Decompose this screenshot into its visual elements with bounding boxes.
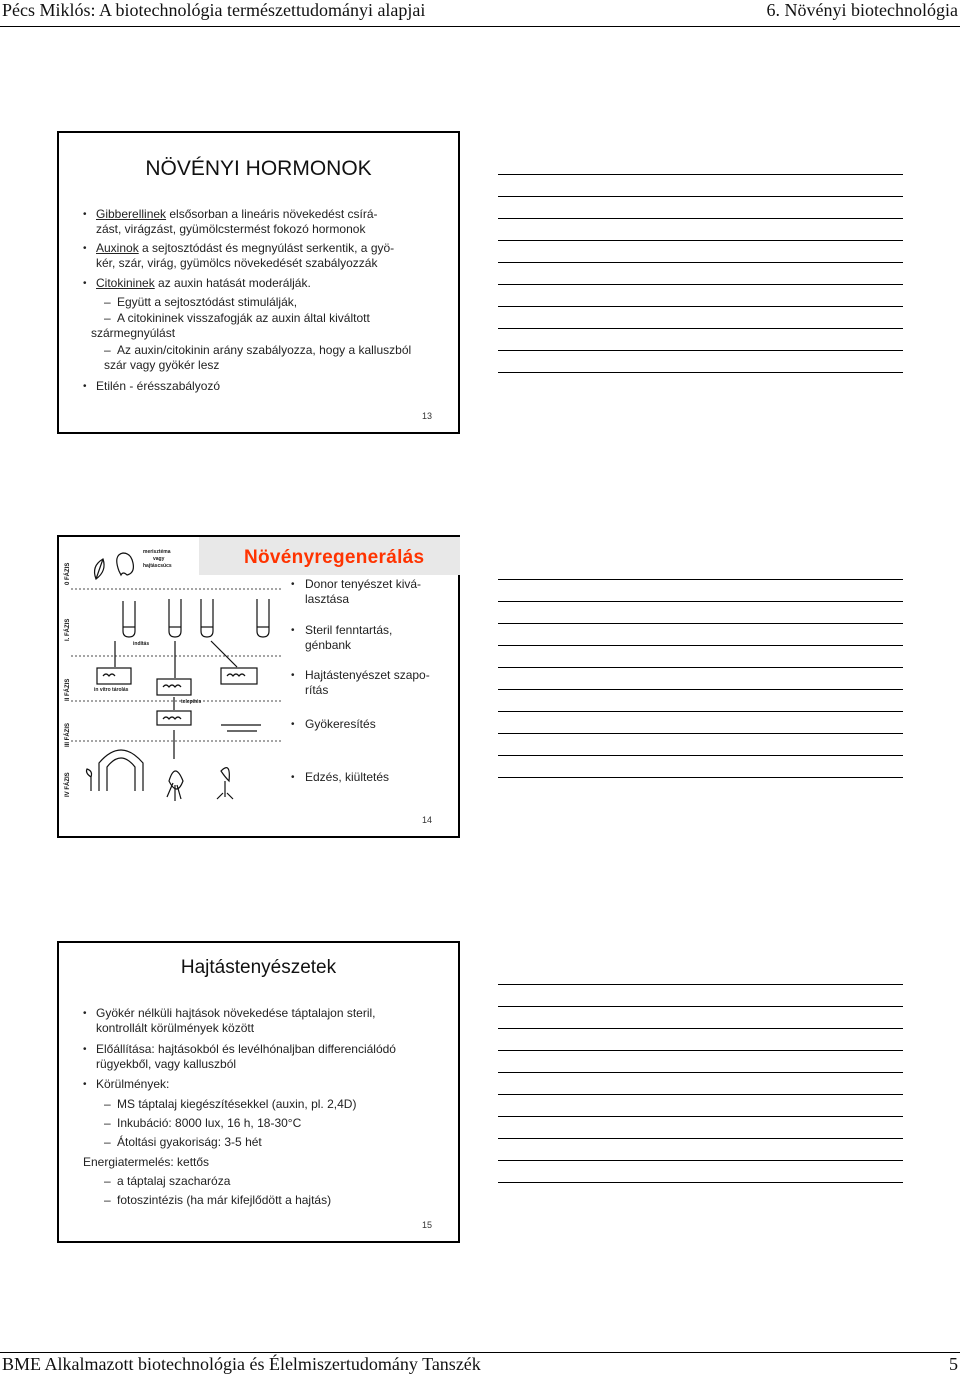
slide-title: NÖVÉNYI HORMONOK <box>145 157 372 180</box>
sub-item: – MS táptalaj kiegészítésekkel (auxin, pl. 2,4D) <box>104 1097 357 1111</box>
sub-item: – Átoltási gyakoriság: 3-5 hét <box>104 1135 262 1149</box>
footer-department: BME Alkalmazott biotechnológia és Élelmiszertudomány Tanszék <box>2 1354 481 1374</box>
bullet-auxins: • Auxinok a sejtosztódást és megnyúlást serkentik, a gyö- kér, szár, virág, gyümölcs növekedését szabályozzák <box>83 241 395 270</box>
note-line <box>498 284 903 285</box>
header-title: Pécs Miklós: A biotechnológia természettudományi alapjai <box>2 0 426 20</box>
slide-15 <box>57 941 460 1243</box>
note-line <box>498 645 903 646</box>
bullet-item: • Körülmények: <box>83 1077 170 1091</box>
footer-rule <box>0 1352 960 1353</box>
slide-title: Hajtástenyészetek <box>180 957 337 978</box>
phase-label: 0 FÁZIS <box>65 562 71 585</box>
figure-label: telepítés <box>181 699 202 705</box>
note-line <box>498 711 903 712</box>
note-line <box>498 777 903 778</box>
regeneration-figure <box>61 541 286 803</box>
note-line <box>498 1094 903 1095</box>
note-line <box>498 1182 903 1183</box>
note-line <box>498 196 903 197</box>
sub-item: – fotoszintézis (ha már kifejlődött a hajtás) <box>104 1193 332 1207</box>
figure-label: vagy <box>153 556 165 562</box>
regeneration-drawing <box>61 541 286 803</box>
note-line <box>498 667 903 668</box>
bullet-ethylene: • Etilén - érésszabályozó <box>83 379 221 393</box>
note-line <box>498 755 903 756</box>
figure-label: hajtáscsúcs <box>143 563 172 569</box>
regen-bullet: • Gyökeresítés <box>291 717 376 731</box>
note-line <box>498 1006 903 1007</box>
header-rule <box>0 26 960 27</box>
bullet-dot: • <box>83 243 87 254</box>
bullet-item: • Gyökér nélküli hajtások növekedése táptalajon steril, kontrollált körülmények között <box>83 1006 376 1035</box>
note-line <box>498 1116 903 1117</box>
slide-13 <box>57 131 460 434</box>
note-line <box>498 1160 903 1161</box>
term-auxins: Auxinok <box>96 241 139 255</box>
note-line <box>498 1138 903 1139</box>
bullet-dot: • <box>83 209 87 220</box>
sub-item: – Inkubáció: 8000 lux, 16 h, 18-30°C <box>104 1116 302 1130</box>
note-line <box>498 1028 903 1029</box>
note-line <box>498 218 903 219</box>
regen-bullet: • Donor tenyészet kivá- lasztása <box>291 577 422 606</box>
header-chapter: 6. Növényi biotechnológia <box>766 0 958 20</box>
regen-bullet: • Edzés, kiültetés <box>291 770 390 784</box>
sub-item: – a táptalaj szacharóza <box>104 1174 231 1188</box>
slide-number: 13 <box>421 411 432 421</box>
note-line <box>498 262 903 263</box>
page-header <box>0 0 960 26</box>
figure-label: merisztéma <box>143 549 171 555</box>
note-line <box>498 328 903 329</box>
slide-title: Növényregenerálás <box>244 547 425 568</box>
note-line <box>498 372 903 373</box>
figure-label: in vitro tárolás <box>94 687 129 693</box>
regen-bullet: • Hajtástenyészet szapo- rítás <box>291 668 430 697</box>
sub-item: – A citokininek visszafogják az auxin által kiváltott szármegnyúlást <box>91 311 370 340</box>
note-line <box>498 1072 903 1073</box>
phase-label: I. FÁZIS <box>65 618 71 641</box>
note-line <box>498 1050 903 1051</box>
note-line <box>498 240 903 241</box>
slide-number: 15 <box>421 1220 432 1230</box>
figure-label: indítás <box>133 641 150 647</box>
phase-label: II FÁZIS <box>65 678 71 701</box>
note-line <box>498 601 903 602</box>
slide-14 <box>57 535 460 838</box>
note-line <box>498 689 903 690</box>
bullet-item: • Előállítása: hajtásokból és levélhónaljban differenciálódó rügyekből, vagy kalluszból <box>83 1042 396 1071</box>
slide-number: 14 <box>421 815 432 825</box>
note-line <box>498 306 903 307</box>
bullet-dot: • <box>83 278 87 289</box>
bullet-cytokinins: • Citokininek az auxin hatását moderálják. <box>83 276 311 290</box>
note-line <box>498 579 903 580</box>
sub-item: – Együtt a sejtosztódást stimulálják, <box>104 295 298 309</box>
note-line <box>498 733 903 734</box>
note-line <box>498 350 903 351</box>
page-number: 5 <box>949 1354 958 1374</box>
note-line <box>498 623 903 624</box>
note-line <box>498 984 903 985</box>
plain-line: Energiatermelés: kettős <box>83 1155 210 1169</box>
phase-label: IV FÁZIS <box>65 772 71 797</box>
regen-bullet: • Steril fenntartás, génbank <box>291 623 393 652</box>
note-line <box>498 174 903 175</box>
term-gibberellins: Gibberellinek <box>96 207 167 221</box>
sub-item: – Az auxin/citokinin arány szabályozza, hogy a kalluszból szár vagy gyökér lesz <box>104 343 412 372</box>
bullet-gibberellins: • Gibberellinek elsősorban a lineáris növekedést csírá- zást, virágzást, gyümölcstermést fokozó hormonok <box>83 207 378 236</box>
page-footer <box>0 1340 960 1380</box>
phase-label: III FÁZIS <box>65 723 71 747</box>
term-cytokinins: Citokininek <box>96 276 155 290</box>
bullet-dot: • <box>83 381 87 392</box>
